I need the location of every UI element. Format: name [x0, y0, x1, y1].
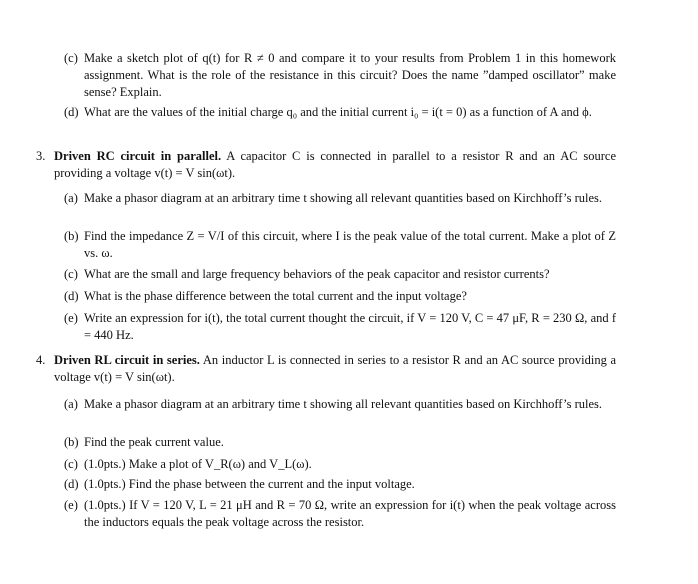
- part-text: Find the impedance Z = V/I of this circuit, where I is the peak value of the total current. Make a plot of Z vs. ω.: [84, 229, 616, 260]
- part-label: (d): [64, 105, 79, 119]
- part-text: (1.0pts.) Find the phase between the current and the input voltage.: [84, 477, 415, 491]
- problem-3-part-a: [64, 190, 616, 207]
- part-text: Make a sketch plot of q(t) for R ≠ 0 and compare it to your results from Problem 1 in this homework assignment. What is the role of the resistance in this circuit? Does the name ”damped oscillator” make sense? Explain.: [84, 51, 616, 99]
- part-label: (e): [64, 311, 78, 325]
- problem-4-part-e: [64, 497, 616, 531]
- problem-intro: A capacitor C is connected in parallel to a resistor R and an AC source providing a voltage v(t) = V sin(ωt).: [54, 149, 616, 180]
- part-label: (c): [64, 267, 78, 281]
- problem-intro: An inductor L is connected in series to a resistor R and an AC source providing a voltage v(t) = V sin(ωt).: [54, 353, 616, 384]
- part-label: (a): [64, 397, 78, 411]
- part-label: (c): [64, 457, 78, 471]
- problem-number: 3.: [36, 149, 46, 163]
- problem-4-part-d: [64, 476, 616, 493]
- part-text: What are the values of the initial charge q₀ and the initial current i₀ = i(t = 0) as a function of A and ϕ.: [84, 105, 592, 119]
- problem-2-part-c: [64, 50, 616, 101]
- problem-3-part-d: [64, 288, 616, 305]
- problem-3-part-e: [64, 310, 616, 344]
- problem-number: 4.: [36, 353, 46, 367]
- part-text: Write an expression for i(t), the total current thought the circuit, if V = 120 V, C = 47 μF, R = 230 Ω, and f = 440 Hz.: [84, 311, 616, 342]
- problem-4: [36, 352, 616, 386]
- part-text: What are the small and large frequency behaviors of the peak capacitor and resistor currents?: [84, 267, 550, 281]
- problem-4-part-a: [64, 396, 616, 413]
- problem-title: Driven RC circuit in parallel.: [54, 149, 222, 163]
- part-label: (d): [64, 477, 79, 491]
- part-text: Make a phasor diagram at an arbitrary time t showing all relevant quantities based on Kirchhoff’s rules.: [84, 191, 603, 205]
- problem-title: Driven RL circuit in series.: [54, 353, 200, 367]
- problem-3-part-b: [64, 228, 616, 262]
- part-label: (c): [64, 51, 78, 65]
- part-text: (1.0pts.) Make a plot of V_R(ω) and V_L(ω).: [84, 457, 312, 471]
- part-text: Find the peak current value.: [84, 435, 224, 449]
- part-label: (e): [64, 498, 78, 512]
- part-label: (a): [64, 191, 78, 205]
- problem-3: [36, 148, 616, 182]
- problem-4-part-b: [64, 434, 616, 451]
- problem-3-part-c: [64, 266, 616, 283]
- part-label: (b): [64, 229, 79, 243]
- part-label: (b): [64, 435, 79, 449]
- part-text: (1.0pts.) If V = 120 V, L = 21 μH and R = 70 Ω, write an expression for i(t) when the peak voltage across the inductors equals the peak voltage across the resistor.: [84, 498, 616, 529]
- part-text: What is the phase difference between the total current and the input voltage?: [84, 289, 467, 303]
- part-label: (d): [64, 289, 79, 303]
- problem-4-part-c: [64, 456, 616, 473]
- problem-2-part-d: [64, 104, 616, 121]
- part-text: Make a phasor diagram at an arbitrary time t showing all relevant quantities based on Kirchhoff’s rules.: [84, 397, 603, 411]
